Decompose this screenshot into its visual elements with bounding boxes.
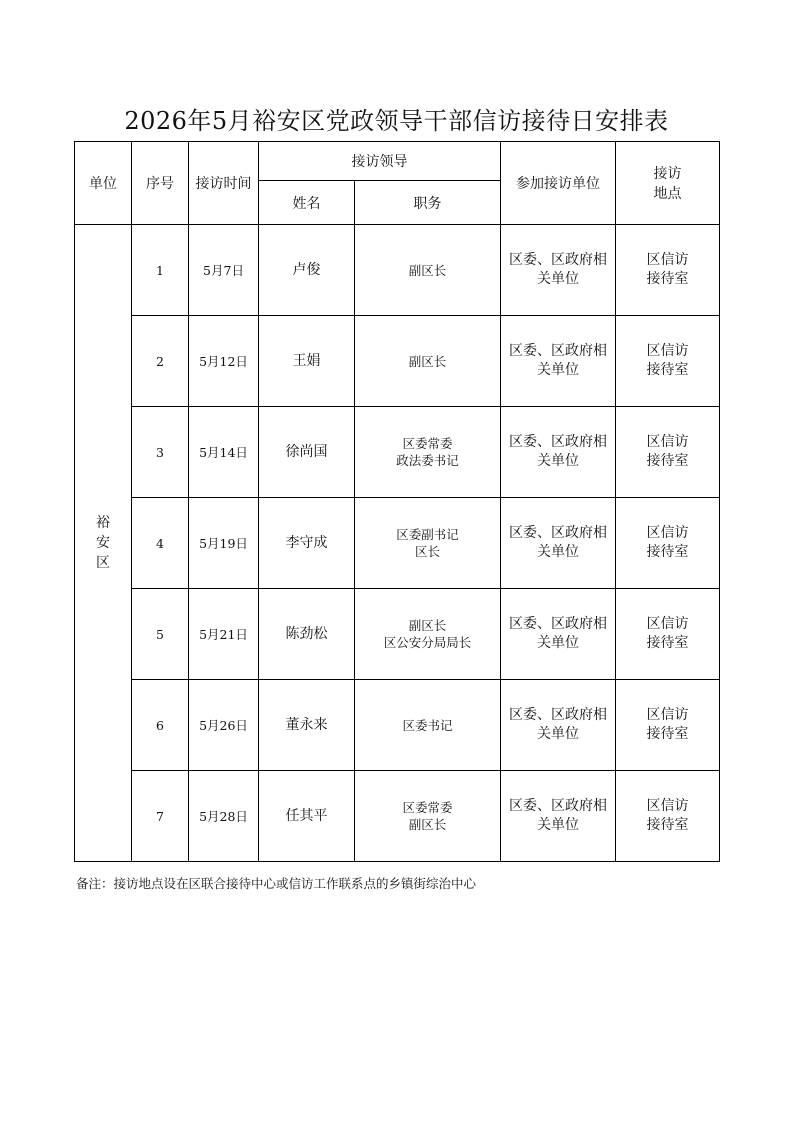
location-cell-line: 区信访 xyxy=(646,525,689,541)
dept-cell xyxy=(501,680,616,771)
name-cell: 李守成 xyxy=(259,498,355,589)
date-cell: 5月12日 xyxy=(189,316,259,407)
position-cell-line: 副区长 xyxy=(408,618,447,633)
seq-cell: 5 xyxy=(132,589,189,680)
dept-cell-line: 区委、区政府相 xyxy=(509,707,607,723)
dept-cell-line: 关单位 xyxy=(537,362,579,378)
name-cell: 卢俊 xyxy=(259,225,355,316)
position-cell xyxy=(355,225,501,316)
location-cell-line: 区信访 xyxy=(646,616,689,632)
dept-cell xyxy=(501,589,616,680)
position-cell xyxy=(355,407,501,498)
location-cell xyxy=(616,589,720,680)
header-unit: 单位 xyxy=(75,142,132,225)
position-cell-line: 区委常委 xyxy=(402,436,453,451)
seq-cell: 2 xyxy=(132,316,189,407)
position-cell-line: 区委副书记 xyxy=(396,527,459,542)
table-row xyxy=(75,407,720,498)
dept-cell xyxy=(501,316,616,407)
date-cell: 5月14日 xyxy=(189,407,259,498)
seq-cell: 7 xyxy=(132,771,189,862)
position-cell xyxy=(355,771,501,862)
dept-cell xyxy=(501,225,616,316)
schedule-table xyxy=(74,141,720,862)
location-cell xyxy=(616,498,720,589)
unit-name: 裕安区 xyxy=(96,515,110,571)
dept-cell-line: 关单位 xyxy=(537,271,579,287)
table-row xyxy=(75,589,720,680)
dept-cell-line: 区委、区政府相 xyxy=(509,525,607,541)
name-cell: 王娟 xyxy=(259,316,355,407)
dept-cell-line: 关单位 xyxy=(537,635,579,651)
header-dept: 参加接访单位 xyxy=(501,142,616,225)
name-cell: 任其平 xyxy=(259,771,355,862)
position-cell xyxy=(355,316,501,407)
location-cell xyxy=(616,771,720,862)
date-cell: 5月19日 xyxy=(189,498,259,589)
position-cell-line: 副区长 xyxy=(408,353,447,369)
table-row xyxy=(75,680,720,771)
date-cell: 5月21日 xyxy=(189,589,259,680)
page-title: 2026年5月裕安区党政领导干部信访接待日安排表 xyxy=(124,107,669,135)
dept-cell-line: 关单位 xyxy=(537,544,579,560)
location-cell-line: 接待室 xyxy=(646,817,689,833)
dept-cell xyxy=(501,771,616,862)
header-seq: 序号 xyxy=(132,142,189,225)
seq-cell: 1 xyxy=(132,225,189,316)
dept-cell-line: 关单位 xyxy=(537,817,579,833)
position-cell-line: 区委书记 xyxy=(402,717,453,733)
header-location xyxy=(616,142,720,225)
dept-cell-line: 区委、区政府相 xyxy=(509,434,607,450)
name-cell: 徐尚国 xyxy=(259,407,355,498)
location-cell-line: 接待室 xyxy=(646,726,689,742)
name-cell: 陈劲松 xyxy=(259,589,355,680)
header-location-line1: 接访 xyxy=(653,166,682,182)
location-cell-line: 区信访 xyxy=(646,343,689,359)
header-location-line2: 地点 xyxy=(653,186,682,202)
dept-cell-line: 区委、区政府相 xyxy=(509,798,607,814)
position-cell-line: 区委常委 xyxy=(402,800,453,815)
header-time: 接访时间 xyxy=(189,142,259,225)
seq-cell: 6 xyxy=(132,680,189,771)
header-position: 职务 xyxy=(355,181,501,225)
name-cell: 董永来 xyxy=(259,680,355,771)
position-cell-line: 政法委书记 xyxy=(396,453,459,468)
location-cell-line: 区信访 xyxy=(646,434,689,450)
footnote: 备注：接访地点设在区联合接待中心或信访工作联系点的乡镇街综治中心 xyxy=(76,876,477,891)
position-cell-line: 区长 xyxy=(414,544,440,559)
location-cell xyxy=(616,680,720,771)
location-cell-line: 区信访 xyxy=(646,252,689,268)
location-cell xyxy=(616,316,720,407)
dept-cell xyxy=(501,407,616,498)
dept-cell-line: 区委、区政府相 xyxy=(509,616,607,632)
location-cell-line: 区信访 xyxy=(646,707,689,723)
position-cell xyxy=(355,589,501,680)
dept-cell-line: 关单位 xyxy=(537,726,579,742)
position-cell xyxy=(355,680,501,771)
location-cell xyxy=(616,225,720,316)
location-cell-line: 接待室 xyxy=(646,544,689,560)
seq-cell: 4 xyxy=(132,498,189,589)
date-cell: 5月7日 xyxy=(189,225,259,316)
location-cell-line: 接待室 xyxy=(646,362,689,378)
table-row xyxy=(75,316,720,407)
position-cell-line: 副区长 xyxy=(408,817,447,832)
date-cell: 5月28日 xyxy=(189,771,259,862)
position-cell-line: 区公安分局局长 xyxy=(383,635,472,650)
dept-cell xyxy=(501,498,616,589)
header-name: 姓名 xyxy=(259,181,355,225)
seq-cell: 3 xyxy=(132,407,189,498)
location-cell-line: 区信访 xyxy=(646,798,689,814)
dept-cell-line: 关单位 xyxy=(537,453,579,469)
table-row xyxy=(75,771,720,862)
location-cell-line: 接待室 xyxy=(646,453,689,469)
header-leader: 接访领导 xyxy=(259,142,501,181)
table-row xyxy=(75,225,720,316)
date-cell: 5月26日 xyxy=(189,680,259,771)
dept-cell-line: 区委、区政府相 xyxy=(509,343,607,359)
position-cell xyxy=(355,498,501,589)
location-cell-line: 接待室 xyxy=(646,635,689,651)
location-cell-line: 接待室 xyxy=(646,271,689,287)
unit-cell xyxy=(75,225,132,862)
position-cell-line: 副区长 xyxy=(408,262,447,278)
dept-cell-line: 区委、区政府相 xyxy=(509,252,607,268)
location-cell xyxy=(616,407,720,498)
table-row xyxy=(75,498,720,589)
